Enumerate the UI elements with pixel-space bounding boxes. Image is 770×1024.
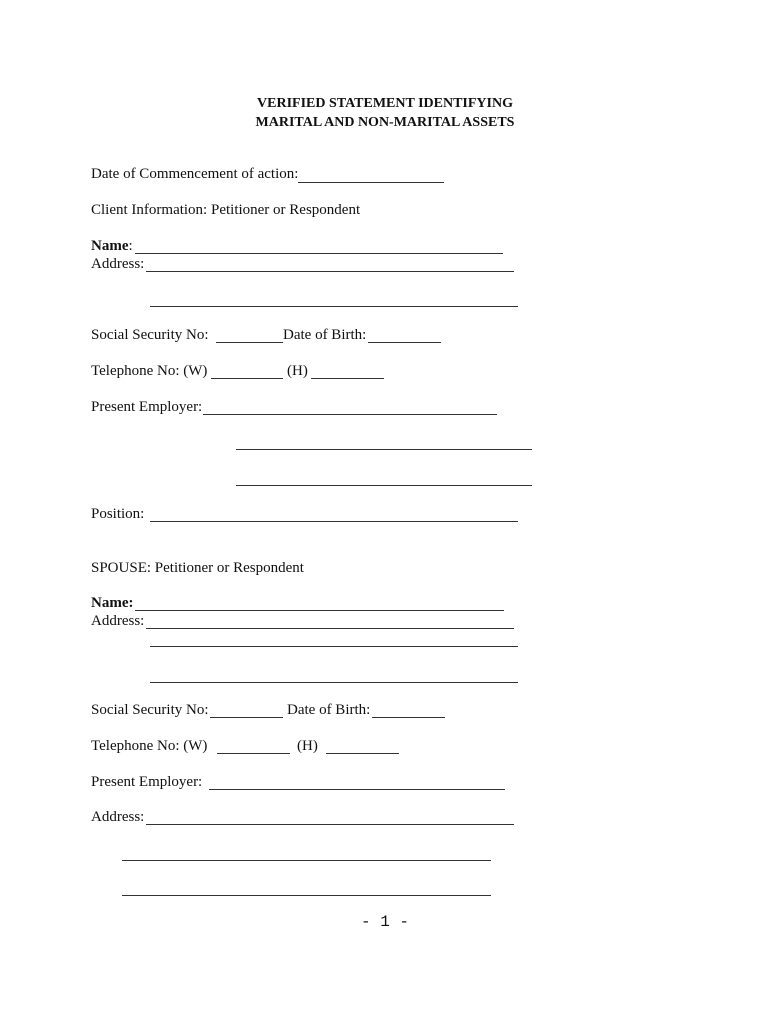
spouse-employer-address-field-3[interactable] [122,895,491,896]
client-name-colon: : [128,238,133,254]
client-employer-field-2[interactable] [236,449,532,450]
spouse-address-field-3[interactable] [150,682,518,683]
client-employer-field-3[interactable] [236,485,532,486]
client-position-field[interactable] [150,521,518,522]
client-name-field[interactable] [135,253,503,254]
client-dob-label: Date of Birth: [283,327,367,343]
spouse-name-field[interactable] [135,610,504,611]
spouse-heading: SPOUSE: Petitioner or Respondent [91,560,304,576]
client-position-label: Position: [91,506,145,522]
spouse-employer-address-field-1[interactable] [146,824,514,825]
spouse-address-field-1[interactable] [146,628,514,629]
document-title-line2: MARITAL AND NON-MARITAL ASSETS [255,115,515,130]
client-name-label-wrap [91,238,133,255]
spouse-phone-home-field[interactable] [326,753,399,754]
spouse-name-label: Name: [91,595,134,611]
spouse-employer-field[interactable] [209,789,505,790]
spouse-dob-label: Date of Birth: [287,702,371,718]
spouse-ssn-label: Social Security No: [91,702,209,718]
client-dob-field[interactable] [368,342,441,343]
client-phone-home-label: (H) [287,363,308,379]
spouse-phone-home-label: (H) [297,738,318,754]
commencement-label: Date of Commencement of action: [91,166,299,182]
spouse-address-field-2[interactable] [150,646,518,647]
spouse-employer-address-label: Address: [91,809,145,825]
client-employer-label: Present Employer: [91,399,203,415]
client-heading: Client Information: Petitioner or Respondent [91,202,361,218]
client-phone-work-field[interactable] [211,378,283,379]
commencement-field[interactable] [298,182,444,183]
spouse-phone-work-field[interactable] [217,753,290,754]
spouse-employer-label: Present Employer: [91,774,203,790]
client-phone-label: Telephone No: (W) [91,363,208,379]
spouse-employer-address-field-2[interactable] [122,860,491,861]
spouse-ssn-field[interactable] [210,717,283,718]
document-title-line1: VERIFIED STATEMENT IDENTIFYING [257,96,513,111]
client-address-field-2[interactable] [150,306,518,307]
client-name-label: Name [91,238,129,254]
client-employer-field[interactable] [203,414,497,415]
client-ssn-label: Social Security No: [91,327,209,343]
client-address-field-1[interactable] [146,271,514,272]
spouse-address-label: Address: [91,613,145,629]
client-address-label: Address: [91,256,145,272]
client-phone-home-field[interactable] [311,378,384,379]
page-number: - 1 - [360,913,409,931]
spouse-dob-field[interactable] [372,717,445,718]
client-ssn-field[interactable] [216,342,283,343]
spouse-phone-label: Telephone No: (W) [91,738,208,754]
